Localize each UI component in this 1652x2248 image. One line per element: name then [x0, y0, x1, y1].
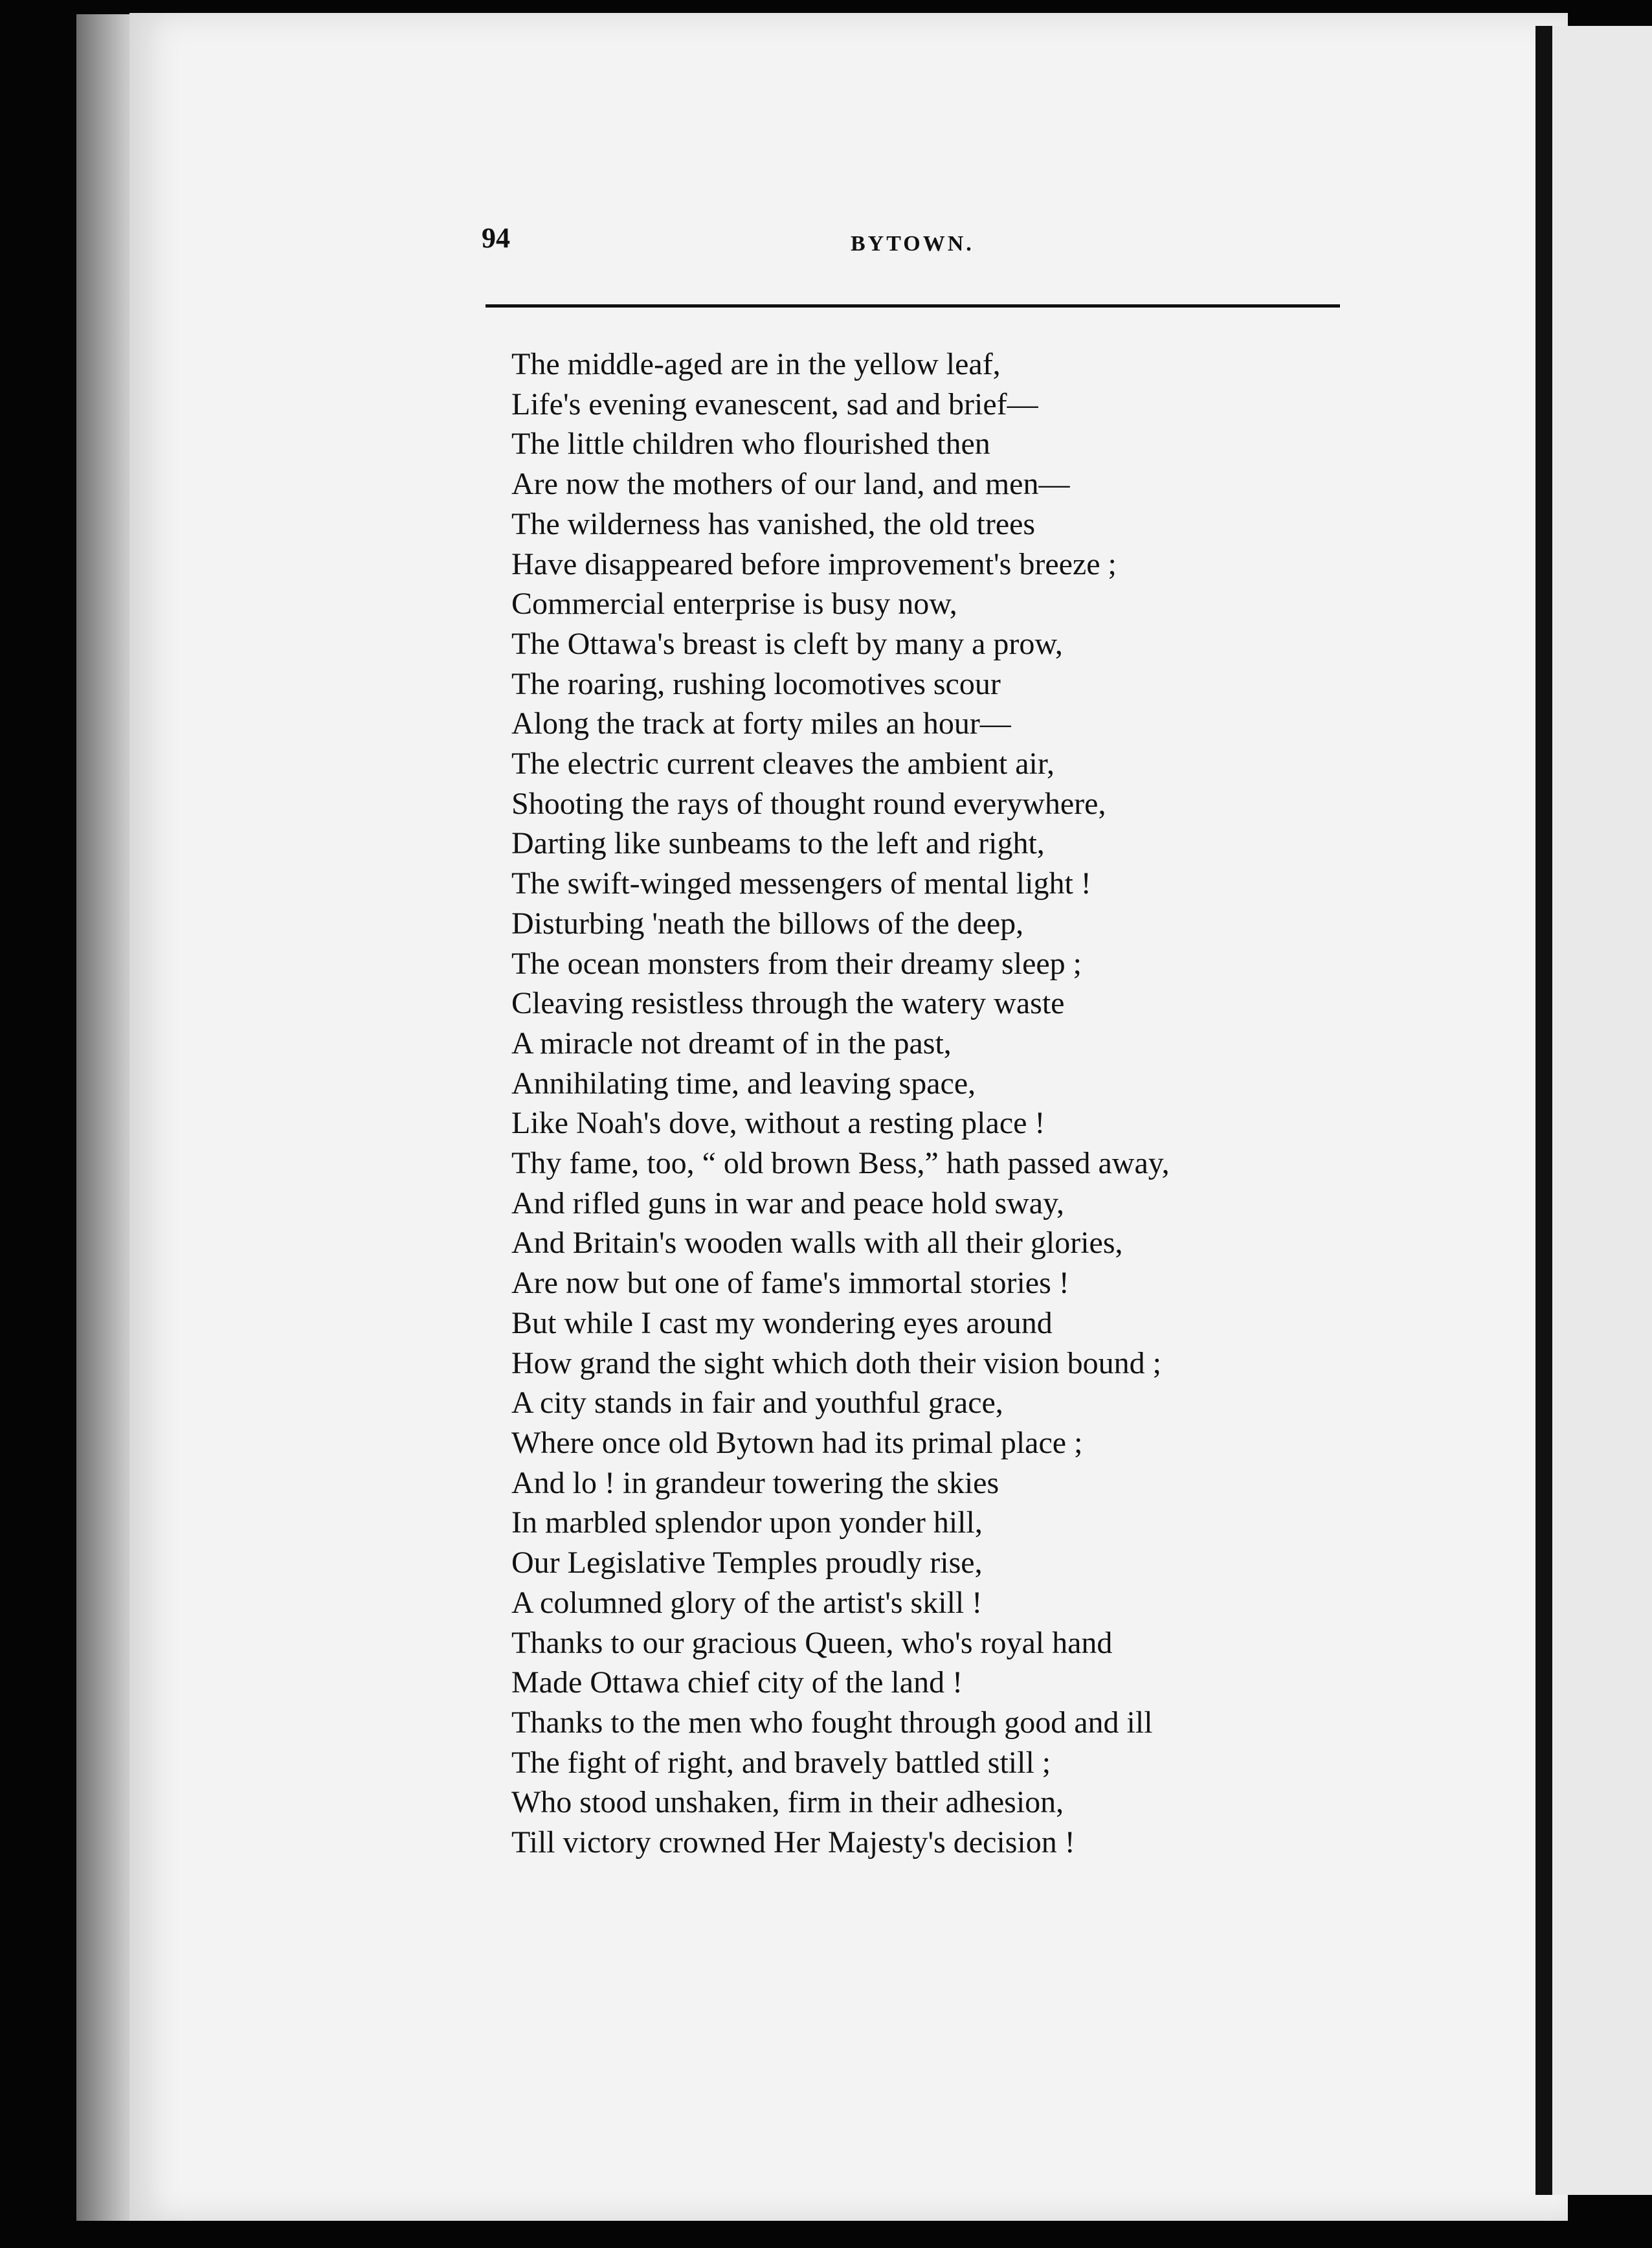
poem-line: Who stood unshaken, firm in their adhesion,	[511, 1785, 1064, 1820]
poem-text	[511, 344, 1353, 1863]
poem-line: The electric current cleaves the ambient air,	[511, 747, 1055, 781]
poem-line: Annihilating time, and leaving space,	[511, 1066, 976, 1101]
poem-line: And lo ! in grandeur towering the skies	[511, 1465, 999, 1500]
poem-line: The middle-aged are in the yellow leaf,	[511, 347, 1001, 381]
poem-line: Where once old Bytown had its primal place ;	[511, 1425, 1083, 1460]
poem-line: Cleaving resistless through the watery waste	[511, 986, 1065, 1021]
poem-line: Our Legislative Temples proudly rise,	[511, 1546, 983, 1580]
poem-line: The Ottawa's breast is cleft by many a prow,	[511, 626, 1063, 661]
poem-line: Till victory crowned Her Majesty's decision !	[511, 1825, 1075, 1860]
poem-line: Along the track at forty miles an hour—	[511, 706, 1011, 741]
poem-line: A miracle not dreamt of in the past,	[511, 1026, 952, 1061]
poem-line: The fight of right, and bravely battled still ;	[511, 1745, 1051, 1780]
poem-line: Thy fame, too, “ old brown Bess,” hath passed away,	[511, 1146, 1170, 1181]
poem-line: The roaring, rushing locomotives scour	[511, 666, 1001, 701]
header-rule	[486, 304, 1340, 308]
poem-line: A city stands in fair and youthful grace,	[511, 1386, 1003, 1421]
book-gutter-shadow	[1535, 26, 1552, 2195]
poem-line: In marbled splendor upon yonder hill,	[511, 1505, 983, 1540]
poem-line: Life's evening evanescent, sad and brief—	[511, 387, 1038, 422]
poem-line: The ocean monsters from their dreamy sleep ;	[511, 946, 1082, 981]
poem-line: And Britain's wooden walls with all their glories,	[511, 1226, 1123, 1261]
poem-line: How grand the sight which doth their vision bound ;	[511, 1345, 1161, 1380]
poem-line: Thanks to the men who fought through good and ill	[511, 1705, 1153, 1740]
poem-line: Commercial enterprise is busy now,	[511, 587, 957, 622]
poem-line: Have disappeared before improvement's breeze ;	[511, 546, 1117, 581]
poem-line: The swift-winged messengers of mental light !	[511, 866, 1091, 901]
page-number: 94	[482, 222, 510, 254]
facing-page-edge	[1552, 26, 1652, 2195]
poem-line: The little children who flourished then	[511, 427, 990, 462]
poem-line: Disturbing 'neath the billows of the deep,	[511, 906, 1024, 941]
poem-line: The wilderness has vanished, the old trees	[511, 506, 1036, 541]
poem-line: Darting like sunbeams to the left and right,	[511, 826, 1045, 861]
poem-line: But while I cast my wondering eyes around	[511, 1305, 1053, 1340]
page-header	[482, 221, 1323, 273]
poem-line: Are now the mothers of our land, and men—	[511, 467, 1070, 502]
poem-line: Like Noah's dove, without a resting place !	[511, 1106, 1045, 1141]
poem-line: Shooting the rays of thought round everywhere,	[511, 786, 1106, 821]
poem-line: A columned glory of the artist's skill !	[511, 1585, 983, 1620]
running-head: BYTOWN.	[851, 232, 974, 256]
poem-line: Made Ottawa chief city of the land !	[511, 1665, 963, 1700]
poem-line: Are now but one of fame's immortal stories !	[511, 1266, 1069, 1301]
poem-line: Thanks to our gracious Queen, who's royal hand	[511, 1625, 1113, 1660]
poem-line: And rifled guns in war and peace hold sway,	[511, 1186, 1064, 1220]
